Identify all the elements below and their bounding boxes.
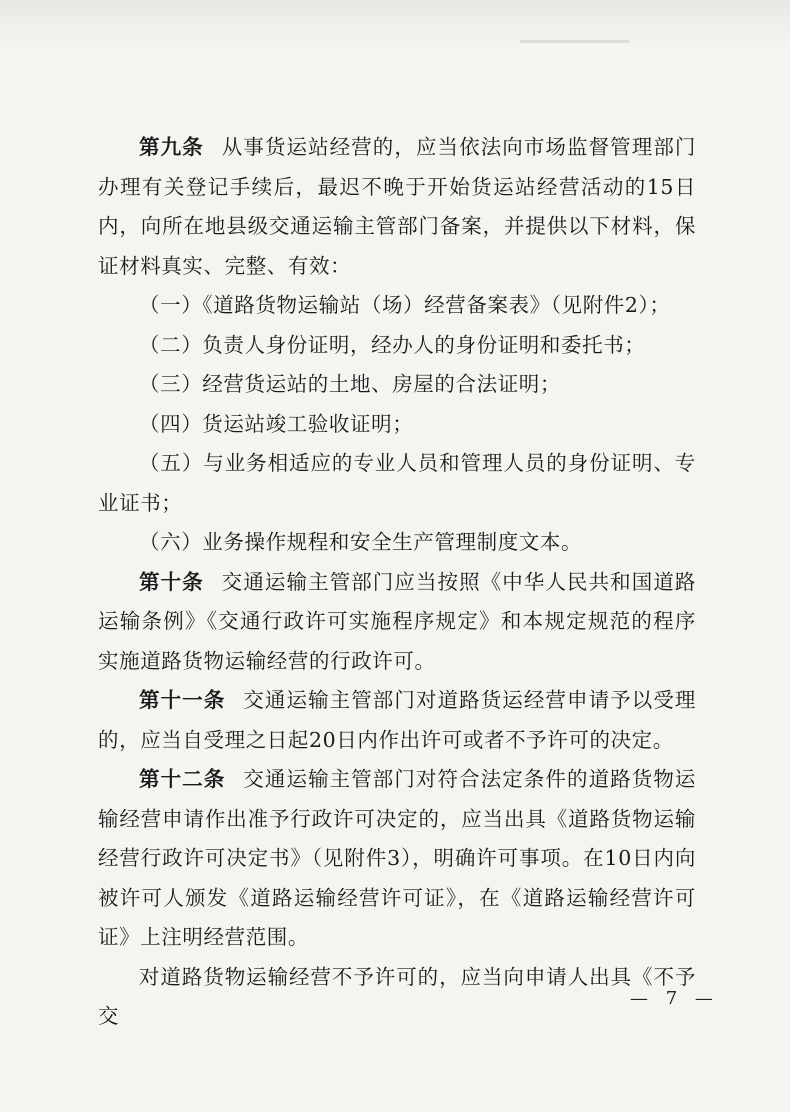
paragraph-article-10 — [98, 563, 696, 682]
paragraph-text: （四）货运站竣工验收证明； — [139, 411, 414, 436]
list-item-5 — [98, 444, 696, 523]
list-item-4 — [98, 405, 696, 445]
paragraph-text: （三）经营货运站的土地、房屋的合法证明； — [139, 372, 561, 396]
list-item-2 — [98, 326, 696, 366]
scan-edge-shadow — [0, 0, 790, 48]
paragraph-text: 交通运输主管部门应当按照《中华人民共和国道路运输条例》《交通行政许可实施程序规定》和本规定规范的程序实施道路货物运输经营的行政许可。 — [98, 569, 696, 673]
paragraph-article-12 — [98, 760, 696, 958]
article-heading: 第十条 — [139, 569, 204, 594]
paragraph-refusal — [98, 958, 696, 1037]
paragraph-article-11 — [98, 681, 696, 760]
article-heading: 第十二条 — [139, 767, 226, 791]
paragraph-text: （二）负责人身份证明，经办人的身份证明和委托书； — [139, 332, 646, 357]
article-heading: 第九条 — [139, 135, 204, 159]
paragraph-article-9 — [98, 128, 696, 286]
list-item-1 — [98, 286, 696, 326]
paragraph-text: （五）与业务相适应的专业人员和管理人员的身份证明、专业证书； — [98, 451, 696, 515]
paragraph-text: （六）业务操作规程和安全生产管理制度文本。 — [139, 530, 583, 554]
paragraph-text: 从事货运站经营的，应当依法向市场监督管理部门办理有关登记手续后，最迟不晚于开始货运站经营活动的15日内，向所在地县级交通运输主管部门备案，并提供以下材料，保证材料真实、完整、有效： — [98, 135, 696, 278]
document-body — [98, 128, 696, 1037]
paragraph-text: 交通运输主管部门对道路货运经营申请予以受理的，应当自受理之日起20日内作出许可或者不予许可的决定。 — [98, 688, 696, 752]
paragraph-text: 对道路货物运输经营不予许可的，应当向申请人出具《不予交 — [98, 964, 696, 1028]
scan-artifact — [520, 40, 630, 43]
paragraph-text: （一）《道路货物运输站（场）经营备案表》（见附件2）； — [139, 293, 671, 317]
article-heading: 第十一条 — [139, 688, 226, 712]
list-item-3 — [98, 365, 696, 405]
page-number: — 7 — — [630, 988, 719, 1009]
paragraph-text: 交通运输主管部门对符合法定条件的道路货物运输经营申请作出准予行政许可决定的，应当出具《道路货物运输经营行政许可决定书》（见附件3），明确许可事项。在10日内向被许可人颁发《道路运输经营许可证》，在《道路运输经营许可证》上注明经营范围。 — [98, 767, 696, 949]
list-item-6 — [98, 523, 696, 563]
